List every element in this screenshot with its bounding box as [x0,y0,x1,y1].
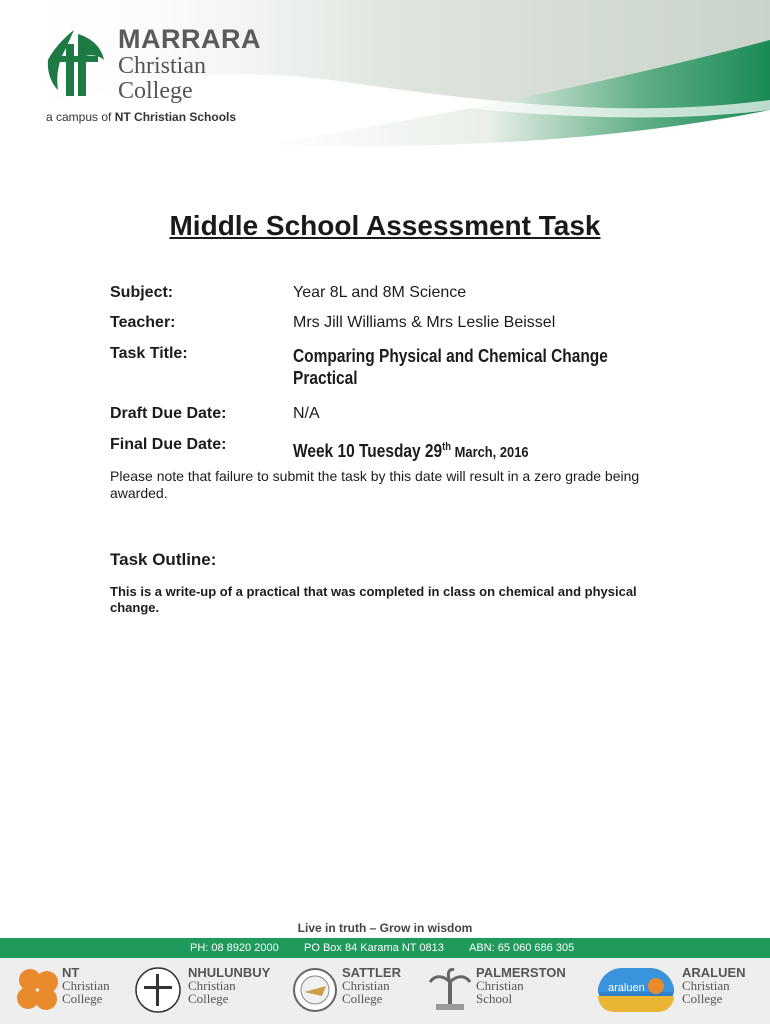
sattler-emblem-icon [292,966,338,1014]
nhulunbuy-emblem-icon [132,966,184,1014]
school-nt-name: NT [62,965,80,980]
task-outline-heading: Task Outline: [110,550,217,569]
school-nt-line2: Christian [62,978,110,993]
final-due-tail: March, 2016 [451,444,529,461]
school-palmerston-line3: School [476,991,513,1006]
college-name-line2: Christian [118,53,206,79]
teacher-value: Mrs Jill Williams & Mrs Leslie Beissel [293,314,556,331]
school-palmerston-line2: Christian [476,978,524,993]
campus-prefix: a campus of [46,110,115,124]
motto: Live in truth – Grow in wisdom [297,921,473,935]
school-nhulunbuy-line3: College [188,991,229,1006]
task-title-value: Comparing Physical and Chemical Change Practical [293,346,608,388]
school-sattler-name: SATTLER [342,965,401,980]
task-outline-text: This is a write-up of a practical that was completed in class on chemical and physical change. [110,584,637,615]
teacher-label: Teacher: [110,314,176,331]
final-due-main: Week 10 Tuesday 29 [293,441,443,461]
school-araluen-line3: College [682,991,723,1006]
final-due-sup: th [442,441,452,453]
final-due-value [293,436,654,464]
header-banner [0,0,770,170]
final-due-label: Final Due Date: [110,436,227,453]
palmerston-palm-icon [428,966,472,1014]
araluen-badge [598,968,674,1012]
address: PO Box 84 Karama NT 0813 [304,942,444,954]
araluen-cross-icon [648,978,664,994]
draft-due-value: N/A [293,405,320,422]
phone: PH: 08 8920 2000 [190,942,279,954]
page-title: Middle School Assessment Task [169,210,601,241]
college-name [118,26,261,103]
college-name-line3: College [118,78,193,104]
school-araluen-line2: Christian [682,978,730,993]
task-title-label: Task Title: [110,345,188,362]
school-sattler-line2: Christian [342,978,390,993]
school-nt-line3: College [62,991,103,1006]
school-palmerston-name: PALMERSTON [476,965,566,980]
campus-name: NT Christian Schools [114,110,237,124]
subject-value: Year 8L and 8M Science [293,284,467,301]
submission-note: Please note that failure to submit the task by this date will result in a zero grade being awarded. [110,468,640,501]
school-sattler-line3: College [342,991,383,1006]
nt-flower-icon [16,966,60,1012]
araluen-badge-text: araluen [608,982,645,994]
contact-bar [0,938,770,958]
school-nhulunbuy-line2: Christian [188,978,236,993]
school-logos [0,958,770,1024]
draft-due-label: Draft Due Date: [110,405,227,422]
college-logo-icon [44,26,106,98]
college-name-line1: MARRARA [118,24,261,54]
school-araluen-name: ARALUEN [682,965,746,980]
subject-label: Subject: [110,284,174,301]
abn: ABN: 65 060 686 305 [469,942,575,954]
school-nhulunbuy-name: NHULUNBUY [188,965,271,980]
campus-line [46,110,236,124]
